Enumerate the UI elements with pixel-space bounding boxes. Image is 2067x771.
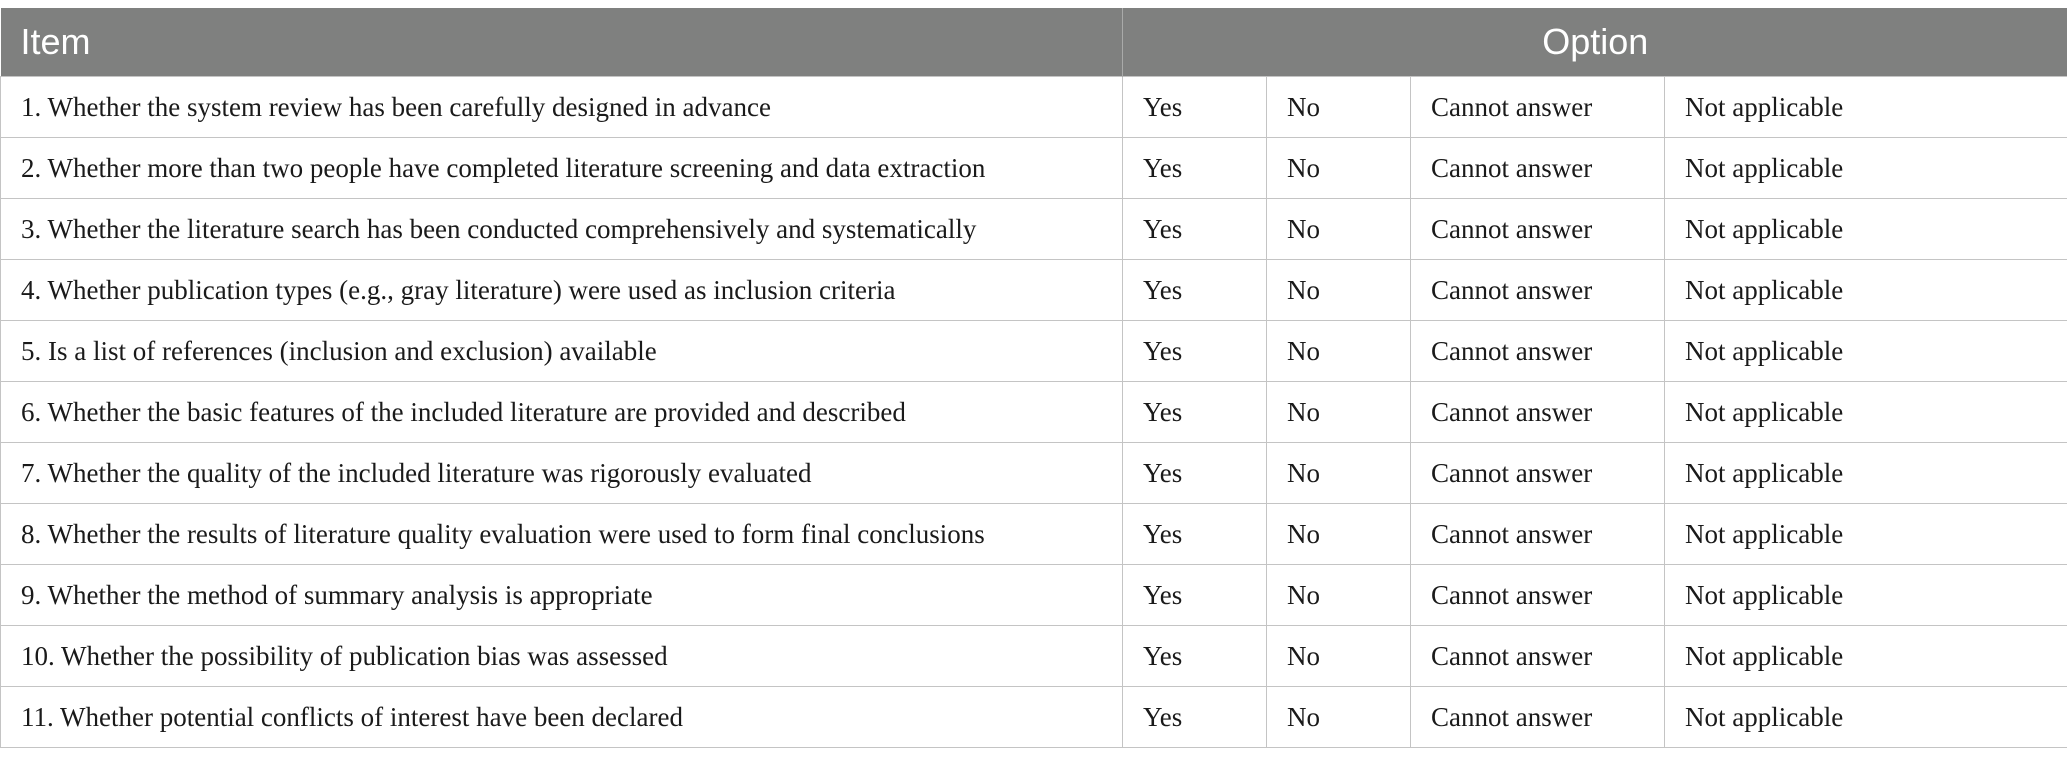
table-row: [1, 626, 2067, 687]
item-cell: 9. Whether the method of summary analysis is appropriate: [1, 565, 1123, 626]
item-cell: 4. Whether publication types (e.g., gray literature) were used as inclusion criteria: [1, 260, 1123, 321]
option-not-applicable-cell: Not applicable: [1665, 382, 2067, 443]
option-not-applicable-cell: Not applicable: [1665, 687, 2067, 748]
item-cell: 5. Is a list of references (inclusion and exclusion) available: [1, 321, 1123, 382]
option-cannot-answer-cell: Cannot answer: [1411, 626, 1665, 687]
option-no-cell: No: [1267, 443, 1411, 504]
option-no-cell: No: [1267, 382, 1411, 443]
item-cell: 6. Whether the basic features of the included literature are provided and described: [1, 382, 1123, 443]
header-item: Item: [1, 8, 1123, 77]
option-cannot-answer-cell: Cannot answer: [1411, 260, 1665, 321]
table-row: [1, 77, 2067, 138]
option-not-applicable-cell: Not applicable: [1665, 565, 2067, 626]
item-cell: 10. Whether the possibility of publication bias was assessed: [1, 626, 1123, 687]
option-not-applicable-cell: Not applicable: [1665, 504, 2067, 565]
item-cell: 1. Whether the system review has been carefully designed in advance: [1, 77, 1123, 138]
option-yes-cell: Yes: [1123, 260, 1267, 321]
item-cell: 7. Whether the quality of the included literature was rigorously evaluated: [1, 443, 1123, 504]
table-row: [1, 199, 2067, 260]
option-cannot-answer-cell: Cannot answer: [1411, 565, 1665, 626]
option-no-cell: No: [1267, 626, 1411, 687]
checklist-table: [0, 8, 2067, 748]
option-no-cell: No: [1267, 138, 1411, 199]
table-row: [1, 687, 2067, 748]
option-no-cell: No: [1267, 77, 1411, 138]
option-no-cell: No: [1267, 504, 1411, 565]
table-row: [1, 138, 2067, 199]
option-yes-cell: Yes: [1123, 321, 1267, 382]
option-cannot-answer-cell: Cannot answer: [1411, 199, 1665, 260]
option-no-cell: No: [1267, 260, 1411, 321]
item-cell: 3. Whether the literature search has been conducted comprehensively and systematically: [1, 199, 1123, 260]
option-not-applicable-cell: Not applicable: [1665, 443, 2067, 504]
option-no-cell: No: [1267, 199, 1411, 260]
option-yes-cell: Yes: [1123, 504, 1267, 565]
option-yes-cell: Yes: [1123, 687, 1267, 748]
checklist-table-container: [0, 8, 2067, 748]
table-row: [1, 504, 2067, 565]
option-cannot-answer-cell: Cannot answer: [1411, 687, 1665, 748]
option-cannot-answer-cell: Cannot answer: [1411, 443, 1665, 504]
option-yes-cell: Yes: [1123, 443, 1267, 504]
option-yes-cell: Yes: [1123, 77, 1267, 138]
header-row: [1, 8, 2067, 77]
option-not-applicable-cell: Not applicable: [1665, 626, 2067, 687]
option-no-cell: No: [1267, 321, 1411, 382]
option-cannot-answer-cell: Cannot answer: [1411, 504, 1665, 565]
option-cannot-answer-cell: Cannot answer: [1411, 382, 1665, 443]
table-body: [1, 77, 2067, 748]
option-no-cell: No: [1267, 565, 1411, 626]
table-row: [1, 321, 2067, 382]
table-header: [1, 8, 2067, 77]
table-row: [1, 260, 2067, 321]
option-not-applicable-cell: Not applicable: [1665, 77, 2067, 138]
item-cell: 11. Whether potential conflicts of interest have been declared: [1, 687, 1123, 748]
option-yes-cell: Yes: [1123, 565, 1267, 626]
option-not-applicable-cell: Not applicable: [1665, 199, 2067, 260]
table-row: [1, 382, 2067, 443]
option-yes-cell: Yes: [1123, 382, 1267, 443]
item-cell: 8. Whether the results of literature quality evaluation were used to form final conclusions: [1, 504, 1123, 565]
header-option: Option: [1123, 8, 2067, 77]
option-yes-cell: Yes: [1123, 626, 1267, 687]
option-cannot-answer-cell: Cannot answer: [1411, 138, 1665, 199]
option-yes-cell: Yes: [1123, 199, 1267, 260]
option-not-applicable-cell: Not applicable: [1665, 260, 2067, 321]
option-no-cell: No: [1267, 687, 1411, 748]
option-not-applicable-cell: Not applicable: [1665, 138, 2067, 199]
option-cannot-answer-cell: Cannot answer: [1411, 321, 1665, 382]
table-row: [1, 443, 2067, 504]
option-cannot-answer-cell: Cannot answer: [1411, 77, 1665, 138]
table-row: [1, 565, 2067, 626]
option-not-applicable-cell: Not applicable: [1665, 321, 2067, 382]
option-yes-cell: Yes: [1123, 138, 1267, 199]
item-cell: 2. Whether more than two people have completed literature screening and data extraction: [1, 138, 1123, 199]
